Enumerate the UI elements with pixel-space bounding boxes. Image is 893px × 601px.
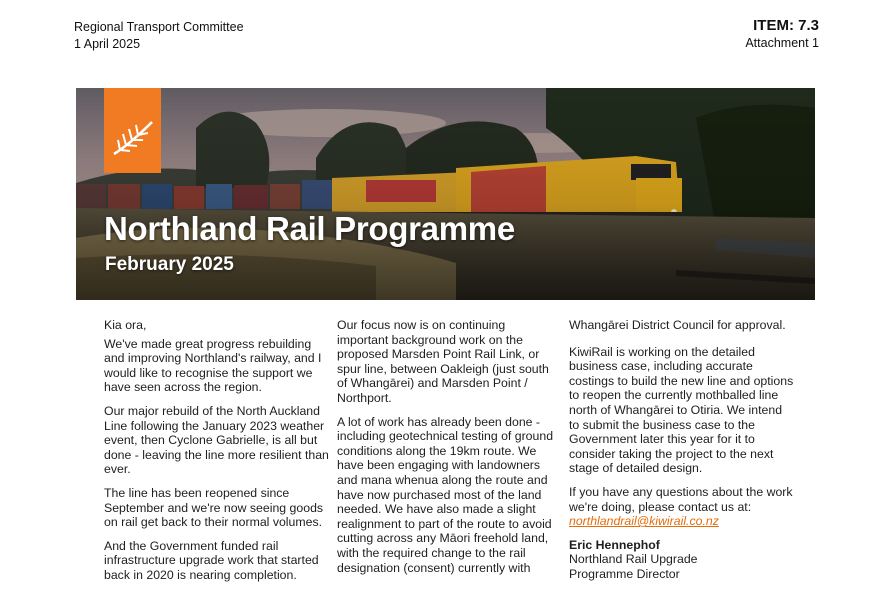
paragraph: Whangārei District Council for approval. (569, 318, 786, 332)
text-column-2 (337, 318, 557, 584)
newsletter-date: February 2025 (105, 254, 234, 275)
greeting: Kia ora, (104, 318, 147, 332)
meeting-date: 1 April 2025 (74, 37, 141, 51)
hero-banner (76, 88, 815, 300)
signatory-title: Programme Director (569, 566, 680, 581)
item-number: ITEM: 7.3 (753, 17, 819, 34)
document-header-right (745, 16, 819, 52)
signatory-name: Eric Hennephof (569, 537, 660, 552)
signatory-role: Northland Rail Upgrade (569, 552, 698, 567)
paragraph: Our focus now is on continuing important background work on the proposed Marsden Point Rail Link, or spur line, between Oakleigh (just south of Whangārei) and Marsden Point / Northport. (337, 318, 549, 405)
contact-email-link[interactable]: northlandrail@kiwirail.co.nz (569, 514, 719, 529)
paragraph: A lot of work has already been done - including geotechnical testing of ground conditions along the 19km route. We have been engaging with landowners and mana whenua along the route and have now purchased most of the land needed. We have also made a slight realignment to part of the route to avoid cutting across any Māori freehold land, with the required change to the rail designation (consent) currently with (337, 414, 554, 575)
committee-name: Regional Transport Committee (74, 20, 244, 34)
paragraph: The line has been reopened since September and we're now seeing goods on rail get back to their normal volumes. (104, 485, 324, 530)
paragraph: If you have any questions about the work we're doing, please contact us at: (569, 484, 793, 514)
attachment-label: Attachment 1 (745, 36, 819, 50)
paragraph: KiwiRail is working on the detailed business case, including accurate costings to build the new line and options to reopen the currently mothballed line north of Whangārei to Otiria. We intend to submit the business case to the Government later this year for it to consider taking the project to the next stage of detailed design. (569, 344, 794, 476)
newsletter-title: Northland Rail Programme (104, 210, 515, 247)
kiwirail-fern-logo-icon (110, 118, 156, 158)
paragraph: We've made great progress rebuilding and improving Northland's railway, and I would like to recognise the support we have seen across the region. (104, 336, 322, 395)
document-header-left (74, 19, 244, 53)
paragraph: And the Government funded rail infrastructure upgrade work that started back in 2020 is nearing completion. (104, 538, 319, 582)
kiwirail-logo (104, 88, 161, 173)
signature-block (569, 538, 795, 582)
paragraph: Our major rebuild of the North Auckland Line following the January 2023 weather event, then Cyclone Gabrielle, is all but done - leaving the line more resilient than ever. (104, 403, 329, 477)
text-column-1 (104, 318, 332, 592)
text-column-3 (569, 318, 795, 582)
contact-email-line (569, 514, 795, 529)
